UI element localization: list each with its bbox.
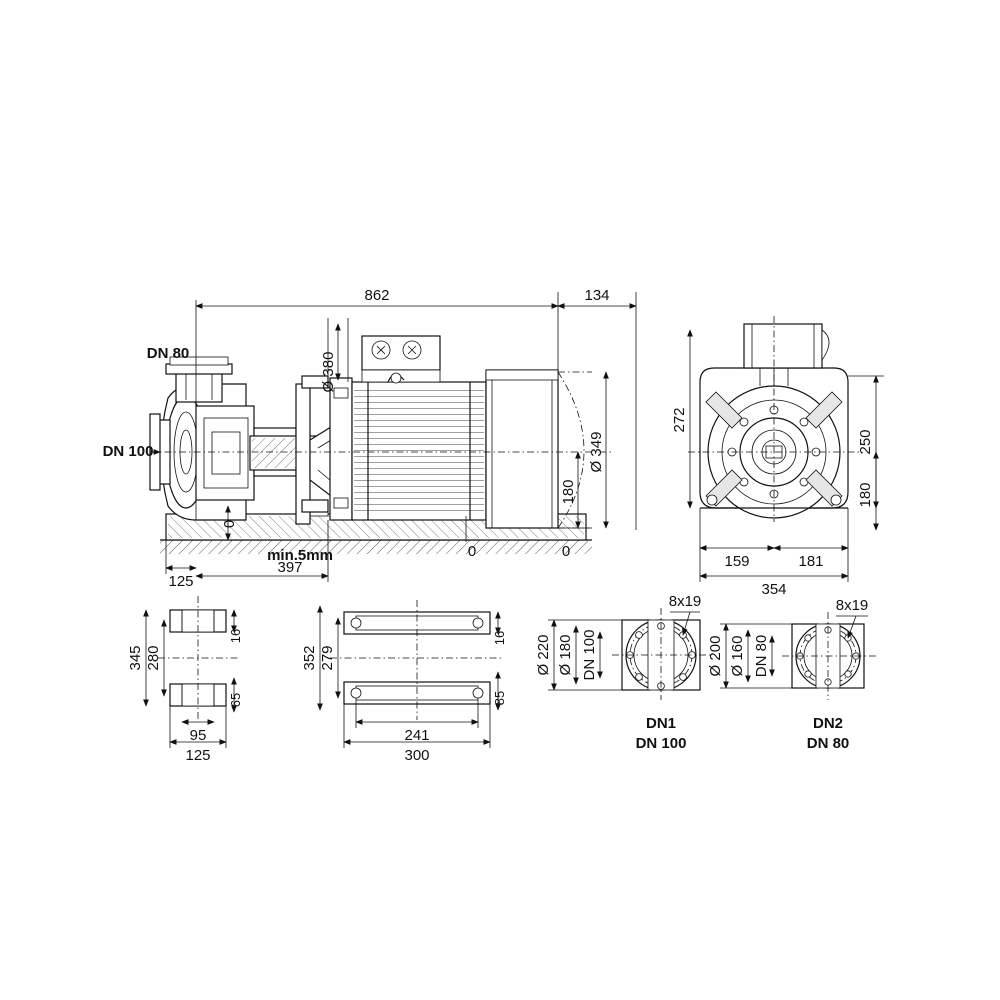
caption-dn1-nominal: DN 100: [635, 735, 687, 752]
dim-bps-overall-length: 300: [404, 747, 430, 764]
note-dn1-bolts: 8x19: [668, 593, 702, 610]
caption-dn1: DN1: [645, 715, 677, 732]
flange-dn1-view: [535, 593, 712, 752]
dim-bps-foot-height: 85: [492, 690, 507, 706]
dim-end-height: 272: [671, 407, 688, 433]
dim-motor-tail: 134: [584, 287, 610, 304]
dim-fan-cowl-dia: Ø 380: [320, 351, 337, 393]
dim-zero-left: 0: [221, 519, 238, 529]
caption-dn2-nominal: DN 80: [806, 735, 850, 752]
dim-bp-overall-height: 345: [127, 645, 144, 671]
dim-dn2-bolt-circle: Ø 160: [729, 635, 746, 677]
label-dn80: DN 80: [146, 345, 190, 362]
motor-end-view: [671, 316, 884, 598]
dim-dn2-nominal: DN 80: [753, 634, 770, 678]
note-dn2-bolts: 8x19: [835, 597, 869, 614]
dim-overall-length: 862: [364, 287, 390, 304]
dim-bps-overall-height: 352: [301, 645, 318, 671]
dim-dn1-bolt-circle: Ø 180: [557, 634, 574, 676]
dim-bp-inner-width: 95: [189, 727, 207, 744]
dim-bp-outer-width: 125: [185, 747, 211, 764]
dim-baseplate-front: 125: [168, 573, 194, 590]
dim-end-overall-width: 354: [761, 581, 787, 598]
note-min5mm: min.5mm: [267, 547, 333, 564]
dim-shaft-height: 180: [560, 479, 577, 505]
main-side-view: [103, 287, 636, 590]
dim-zero-mid: 0: [467, 543, 477, 560]
dim-bps-hole-spacing: 241: [404, 727, 430, 744]
dim-motor-dia: Ø 349: [588, 431, 605, 473]
dim-right-offset: 181: [798, 553, 824, 570]
dim-dn2-outer-dia: Ø 200: [707, 635, 724, 677]
dim-left-offset: 159: [724, 553, 750, 570]
dim-end-shaft-height: 180: [857, 482, 874, 508]
dim-dn1-outer-dia: Ø 220: [535, 634, 552, 676]
dim-end-width: 250: [857, 429, 874, 455]
dim-bp-plate-thk: 16: [228, 628, 243, 644]
baseplate-side-view: [301, 600, 507, 764]
caption-dn2: DN2: [812, 715, 844, 732]
dim-dn1-nominal: DN 100: [581, 629, 598, 681]
pump-casing: [150, 357, 254, 520]
dim-bps-plate-thk: 16: [492, 630, 507, 646]
dim-baseplate-length: 397: [277, 559, 303, 576]
dim-zero-right: 0: [561, 543, 571, 560]
baseplate-front-view: [127, 596, 243, 764]
dim-bps-inner-height: 279: [319, 645, 336, 671]
floor-hatching: [160, 540, 592, 554]
motor: [330, 336, 592, 528]
flange-dn2-view: [707, 597, 876, 752]
dim-bp-foot-height: 65: [228, 692, 243, 708]
label-dn100: DN 100: [102, 443, 154, 460]
dim-bp-inner-height: 280: [145, 645, 162, 671]
